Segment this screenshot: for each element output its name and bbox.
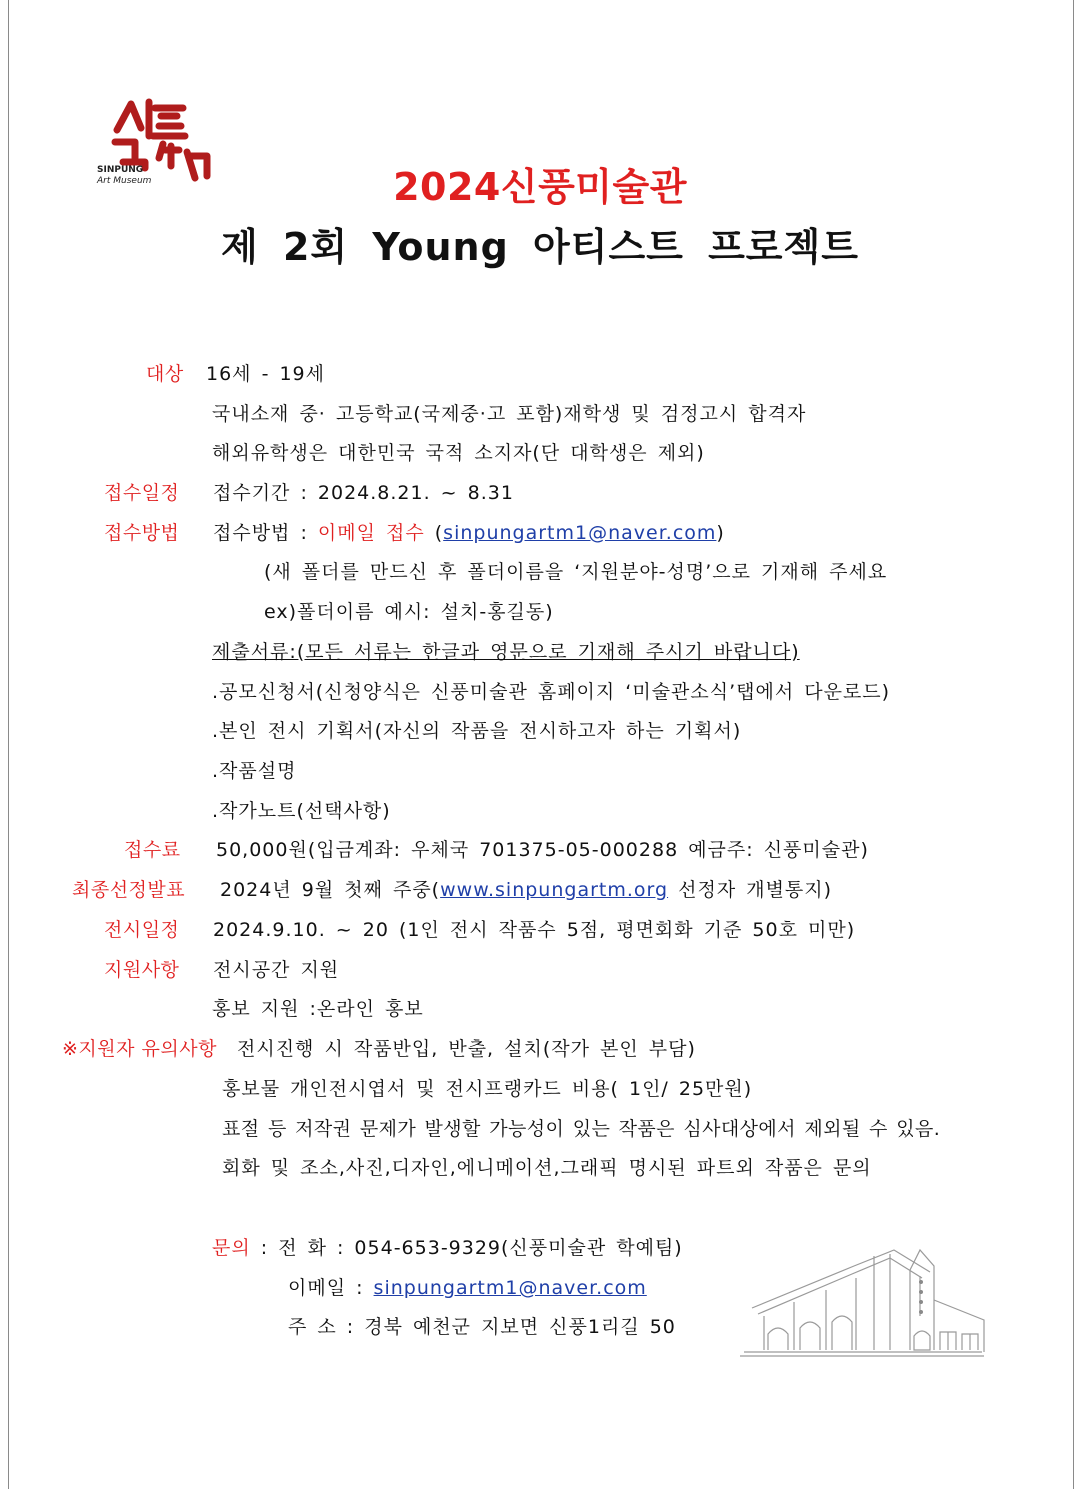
museum-building-icon (734, 1236, 990, 1362)
website-link[interactable]: www.sinpungartm.org (440, 879, 669, 901)
method-line (213, 521, 725, 545)
label-method: 접수방법 (104, 522, 180, 544)
documents-item: .공모신청서(신청양식은 신풍미술관 홈페이지 ‘미술관소식’탭에서 다운로드) (212, 681, 891, 703)
contact-phone: : 전 화 : 054-653-9329(신풍미술관 학예팀) (250, 1237, 683, 1259)
announcement-suffix: 선정자 개별통지) (668, 879, 833, 901)
contact-address: 주 소 : 경북 예천군 지보면 신풍1리길 50 (288, 1316, 676, 1338)
contact-phone-line (212, 1236, 683, 1260)
fee-text: 50,000원(입금계좌: 우체국 701375-05-000288 예금주: 신풍미술관) (216, 839, 869, 861)
documents-heading: 제출서류:(모든 서류는 한글과 영문으로 기재해 주시기 바랍니다) (212, 641, 800, 663)
contact-email-line (288, 1276, 647, 1300)
label-contact: 문의 (212, 1237, 251, 1259)
support-line1: 전시공간 지원 (213, 959, 340, 981)
contact-email-link[interactable]: sinpungartm1@naver.com (373, 1277, 647, 1299)
target-line1: 국내소재 중· 고등학교(국제중·고 포함)재학생 및 검정고시 합격자 (212, 403, 807, 425)
announcement-line (220, 878, 832, 902)
method-email-link[interactable]: sinpungartm1@naver.com (443, 522, 717, 544)
support-line2: 홍보 지원 :온라인 홍보 (212, 998, 424, 1020)
label-target: 대상 (146, 363, 184, 385)
method-note1: (새 폴더를 만드신 후 폴더이름을 ‘지원분야-성명’으로 기재해 주세요 (264, 561, 888, 583)
label-support: 지원사항 (104, 959, 180, 981)
notes-line2: 홍보물 개인전시엽서 및 전시프랭카드 비용( 1인/ 25만원) (222, 1078, 753, 1100)
schedule-text: 접수기간 : 2024.8.21. ~ 8.31 (213, 482, 514, 504)
label-exhibition: 전시일정 (104, 919, 180, 941)
label-fee: 접수료 (124, 839, 181, 861)
target-age: 16세 - 19세 (206, 363, 325, 385)
documents-item: .작품설명 (212, 760, 297, 782)
documents-item: .본인 전시 기획서(자신의 작품을 전시하고자 하는 기획서) (212, 720, 742, 742)
notes-line4: 회화 및 조소,사진,디자인,에니메이션,그래픽 명시된 파트외 작품은 문의 (222, 1157, 872, 1179)
method-highlight: 이메일 접수 (317, 522, 425, 544)
svg-text:Art Museum: Art Museum (97, 176, 152, 186)
notes-line1: 전시진행 시 작품반입, 반출, 설치(작가 본인 부담) (237, 1038, 696, 1060)
exhibition-text: 2024.9.10. ~ 20 (1인 전시 작품수 5점, 평면회화 기준 50호 미만) (213, 919, 856, 941)
label-notes: ※지원자 유의사항 (62, 1038, 217, 1060)
notes-line3: 표절 등 저작권 문제가 발생할 가능성이 있는 작품은 심사대상에서 제외될 수 있음. (222, 1118, 941, 1140)
method-note2: ex)폴더이름 예시: 설치-홍길동) (264, 601, 554, 623)
documents-item: .작가노트(선택사항) (212, 800, 391, 822)
label-announcement: 최종선정발표 (72, 879, 186, 901)
page-subtitle: 제 2회 Young 아티스트 프로젝트 (221, 225, 859, 269)
target-line2: 해외유학생은 대한민국 국적 소지자(단 대학생은 제외) (212, 442, 705, 464)
label-schedule: 접수일정 (104, 482, 180, 504)
announcement-prefix: 2024년 9월 첫째 주중( (220, 879, 441, 901)
contact-email-label: 이메일 : (288, 1277, 374, 1299)
method-open-paren: ( (424, 522, 444, 544)
method-close-paren: ) (716, 522, 725, 544)
svg-text:SINPUNG: SINPUNG (97, 165, 144, 175)
page-title: 2024신풍미술관 (393, 165, 687, 209)
method-prefix: 접수방법 : (213, 522, 318, 544)
